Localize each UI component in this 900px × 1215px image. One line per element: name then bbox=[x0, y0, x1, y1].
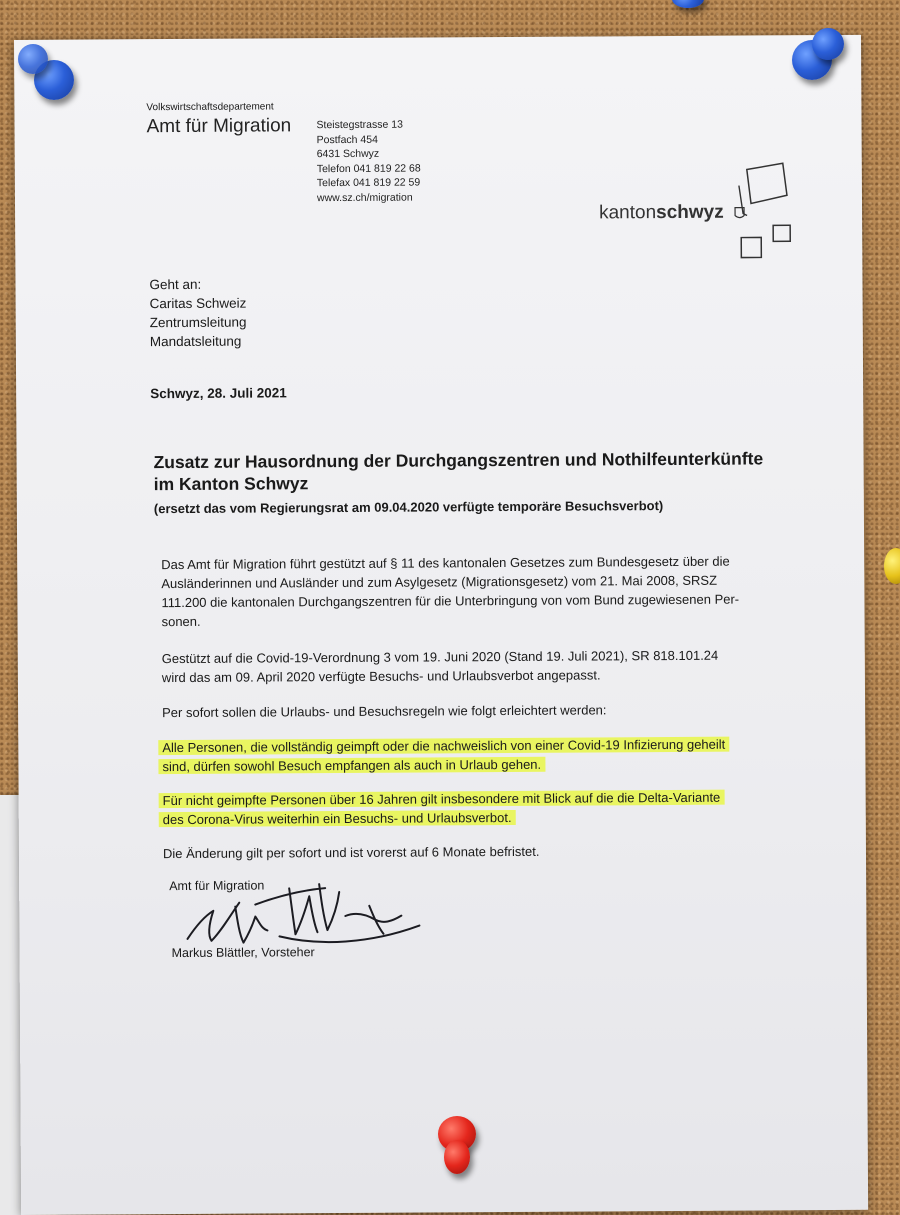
kanton-schwyz-logo-text bbox=[599, 202, 724, 225]
paragraph-vaccinated-rule bbox=[162, 735, 729, 776]
paragraph-line: Gestützt auf die Covid-19-Verordnung 3 vom 19. Juni 2020 (Stand 19. Juli 2021), SR 818.101.24 bbox=[161, 647, 719, 667]
recipient-block bbox=[149, 275, 246, 352]
paragraph-line: Die Änderung gilt per sofort und ist vorerst auf 6 Monate befristet. bbox=[162, 843, 540, 862]
paragraph-intro-rules bbox=[162, 700, 607, 722]
pushpin-blue-top-right-head bbox=[812, 28, 844, 60]
pushpin-yellow-right-edge bbox=[884, 548, 900, 584]
paragraph-validity bbox=[163, 842, 540, 863]
recipient-line: Zentrumsleitung bbox=[149, 314, 247, 331]
paragraph-line: Per sofort sollen die Urlaubs- und Besuchsregeln wie folgt erleichtert werden: bbox=[162, 702, 607, 721]
letter-date: Schwyz, 28. Juli 2021 bbox=[150, 385, 287, 402]
letter-sheet bbox=[14, 35, 868, 1215]
document-subtitle: (ersetzt das vom Regierungsrat am 09.04.2020 verfügte temporäre Besuchsverbot) bbox=[153, 498, 664, 517]
address-line: Postfach 454 bbox=[316, 133, 378, 146]
paragraph-line: 111.200 die kantonalen Durchgangszentren für die Unterbringung von vom Bund zugewiesenen Per- bbox=[161, 591, 740, 611]
recipient-line: Mandatsleitung bbox=[149, 333, 242, 350]
recipient-line: Geht an: bbox=[149, 276, 202, 293]
highlighted-line: Alle Personen, die vollständig geimpft oder die nachweislich von einer Covid-19 Infizierung geheilt bbox=[158, 737, 729, 755]
signature-office: Amt für Migration bbox=[169, 878, 265, 894]
department-name: Volkswirtschaftsdepartement bbox=[146, 101, 274, 114]
document-title bbox=[154, 447, 764, 495]
pushpin-blue-top-edge bbox=[672, 0, 704, 8]
highlighted-line: sind, dürfen sowohl Besuch empfangen als auch in Urlaub gehen. bbox=[158, 757, 545, 774]
kanton-schwyz-logo-icon bbox=[733, 159, 814, 269]
pushpin-blue-top-left-shadowed bbox=[18, 44, 48, 74]
paragraph-covid-ordinance bbox=[162, 646, 719, 687]
signatory-name: Markus Blättler, Vorsteher bbox=[171, 945, 315, 961]
recipient-line: Caritas Schweiz bbox=[149, 295, 247, 312]
paragraph-legal-basis bbox=[161, 552, 739, 632]
sender-address bbox=[316, 118, 420, 206]
title-line: Zusatz zur Hausordnung der Durchgangszentren und Nothilfeunterkünfte bbox=[153, 448, 764, 473]
paragraph-unvaccinated-rule bbox=[163, 788, 725, 829]
address-line: 6431 Schwyz bbox=[316, 147, 380, 161]
logo-word-light: kanton bbox=[599, 202, 657, 224]
address-line: Telefax 041 819 22 59 bbox=[316, 176, 421, 190]
paragraph-line: wird das am 09. April 2020 verfügte Besuchs- und Urlaubsverbot angepasst. bbox=[161, 667, 601, 686]
highlighted-line: des Corona-Virus weiterhin ein Besuchs- und Urlaubsverbot. bbox=[159, 810, 516, 827]
logo-word-bold: schwyz bbox=[656, 201, 724, 224]
office-name: Amt für Migration bbox=[146, 115, 292, 138]
address-line: www.sz.ch/migration bbox=[316, 191, 413, 205]
paragraph-line: sonen. bbox=[161, 613, 201, 630]
paragraph-line: Das Amt für Migration führt gestützt auf § 11 des kantonalen Gesetzes zum Bundesgesetz über die bbox=[161, 553, 730, 573]
title-line: im Kanton Schwyz bbox=[153, 473, 309, 495]
address-line: Steistegstrasse 13 bbox=[316, 118, 403, 132]
paragraph-line: Ausländerinnen und Ausländer und zum Asylgesetz (Migrationsgesetz) vom 21. Mai 2008, SRSZ bbox=[161, 572, 718, 592]
address-line: Telefon 041 819 22 68 bbox=[316, 162, 421, 175]
pushpin-red-bottom-shaft bbox=[444, 1140, 470, 1174]
highlighted-line: Für nicht geimpfte Personen über 16 Jahren gilt insbesondere mit Blick auf die die Delta-Variante bbox=[159, 790, 725, 808]
